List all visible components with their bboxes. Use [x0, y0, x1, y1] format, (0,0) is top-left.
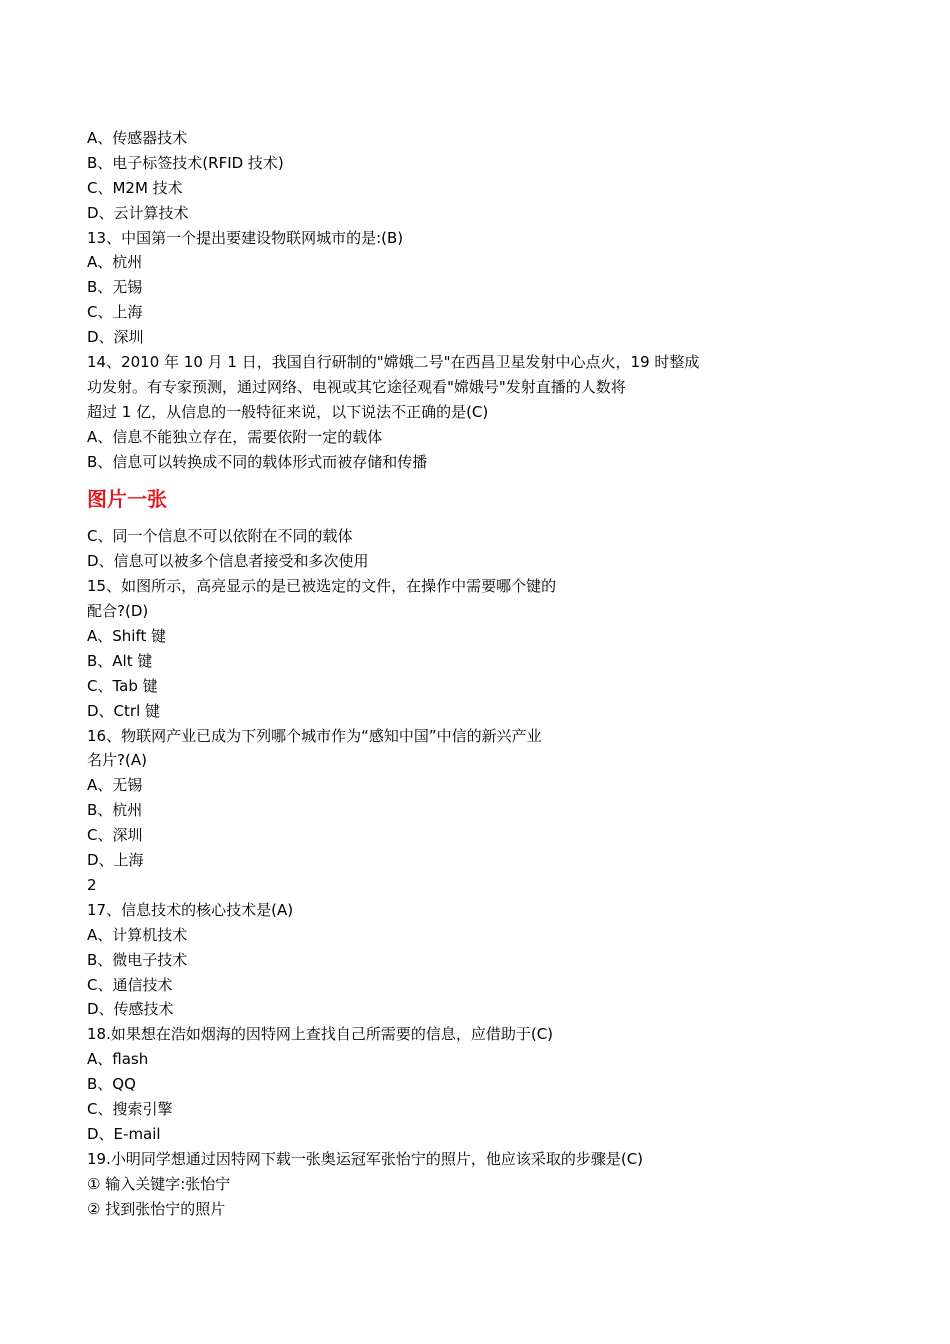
question-19: 19.小明同学想通过因特网下载一张奥运冠军张怡宁的照片，他应该采取的步骤是(C) — [87, 1149, 644, 1168]
question-14-line-1: 14、2010 年 10 月 1 日，我国自行研制的"嫦娥二号"在西昌卫星发射中心点火，19 时整成 — [87, 353, 700, 372]
image-placeholder-heading: 图片一张 — [87, 487, 167, 512]
option-a: A、信息不能独立存在，需要依附一定的载体 — [87, 427, 383, 446]
option-c: C、搜索引擎 — [87, 1099, 173, 1118]
option-a-sensor: A、传感器技术 — [87, 129, 188, 147]
option-a: A、flash — [87, 1050, 149, 1069]
option-b: B、信息可以转换成不同的载体形式而被存储和传播 — [87, 452, 428, 471]
option-c: C、上海 — [87, 303, 143, 322]
option-b: B、微电子技术 — [87, 950, 188, 969]
question-13: 13、中国第一个提出要建设物联网城市的是:(B) — [87, 228, 404, 247]
question-14-line-3: 超过 1 亿，从信息的一般特征来说，以下说法不正确的是(C) — [87, 402, 489, 421]
question-16-line-2: 名片?(A) — [87, 751, 147, 770]
option-c: C、深圳 — [87, 826, 143, 845]
step-1: ① 输入关键字:张怡宁 — [87, 1174, 231, 1193]
question-17: 17、信息技术的核心技术是(A) — [87, 900, 294, 919]
question-16-line-1: 16、物联网产业已成为下列哪个城市作为“感知中国”中信的新兴产业 — [87, 726, 542, 745]
option-d: D、Ctrl 键 — [87, 701, 161, 720]
option-a: A、Shift 键 — [87, 627, 167, 646]
option-c: C、同一个信息不可以依附在不同的载体 — [87, 527, 353, 546]
option-d: D、深圳 — [87, 328, 144, 347]
page-number: 2 — [87, 875, 97, 894]
option-d: D、信息可以被多个信息者接受和多次使用 — [87, 552, 369, 571]
question-15-line-1: 15、如图所示，高亮显示的是已被选定的文件，在操作中需要哪个键的 — [87, 577, 557, 596]
option-d: D、传感技术 — [87, 1000, 174, 1019]
option-b: B、Alt 键 — [87, 651, 153, 670]
option-d: D、上海 — [87, 851, 144, 870]
option-a: A、无锡 — [87, 776, 143, 795]
option-c: C、通信技术 — [87, 975, 173, 994]
document-body — [87, 126, 887, 1221]
option-a: A、计算机技术 — [87, 925, 188, 944]
option-c-m2m: C、M2M 技术 — [87, 178, 183, 197]
option-b: B、无锡 — [87, 278, 143, 297]
option-b: B、杭州 — [87, 801, 143, 820]
option-d: D、E-mail — [87, 1124, 161, 1143]
option-b: B、QQ — [87, 1075, 136, 1094]
option-c: C、Tab 键 — [87, 676, 158, 695]
question-14-line-2: 功发射。有专家预测，通过网络、电视或其它途径观看"嫦娥号"发射直播的人数将 — [87, 377, 626, 396]
option-d-cloud: D、云计算技术 — [87, 203, 189, 222]
question-18: 18.如果想在浩如烟海的因特网上查找自己所需要的信息，应借助于(C) — [87, 1025, 554, 1044]
step-2: ② 找到张怡宁的照片 — [87, 1199, 226, 1218]
option-a: A、杭州 — [87, 253, 143, 272]
question-15-line-2: 配合?(D) — [87, 602, 149, 621]
option-b-rfid: B、电子标签技术(RFID 技术) — [87, 153, 284, 172]
